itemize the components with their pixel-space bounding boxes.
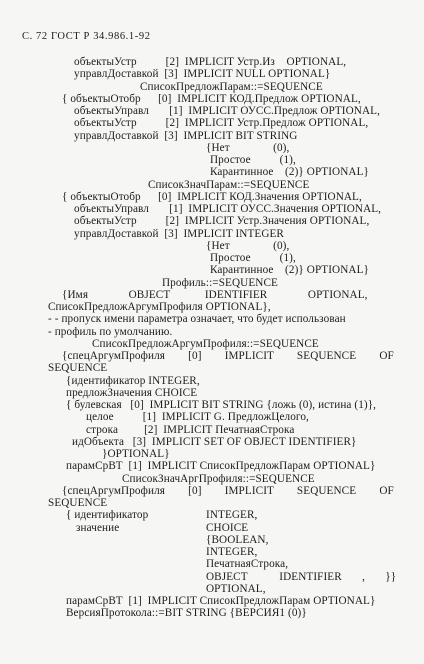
text-line: SEQUENCE — [48, 362, 108, 375]
text-line: СписокПредложПарам::=SEQUENCE — [140, 80, 323, 93]
text-line: строка [2] IMPLICIT ПечатнаяСтрока — [86, 423, 295, 436]
text-line: OPTIONAL, — [206, 582, 266, 595]
text-line: Простое (1), — [210, 252, 296, 264]
text-line: {спецАргумПрофиля [0] IMPLICIT SEQUENCE OF — [62, 484, 394, 497]
text-line: СписокПредложАргумПрофиля OPTIONAL}, — [48, 301, 271, 313]
text-line: }OPTIONAL} — [102, 448, 170, 460]
text-line: { булевская [0] IMPLICIT BIT STRING {ложь (0), истина (1)}, — [66, 399, 377, 411]
text-line: объектыУправл [1] IMPLICIT ОУСС.Предлож OPTIONAL, — [74, 105, 380, 117]
text-line: СписокПредложАргумПрофиля::=SEQUENCE — [92, 337, 319, 350]
text-line: парамСрВТ [1] IMPLICIT СписокПредложПарам OPTIONAL} — [66, 460, 376, 473]
text-line: Карантинное (2)} OPTIONAL} — [210, 166, 369, 179]
text-line: идОбъекта [3] IMPLICIT SET OF OBJECT IDENTIFIER} — [72, 435, 357, 448]
text-line: ПечатнаяСтрока, — [206, 558, 289, 571]
text-line: объектыУстр [2] IMPLICIT Устр.Из OPTIONAL, — [74, 56, 347, 68]
text-line: {Нет (0), — [206, 141, 290, 154]
text-line: управлДоставкой [3] IMPLICIT NULL OPTIONAL} — [74, 68, 331, 81]
text-line: предложЗначения CHOICE — [66, 386, 198, 399]
text-line: {Нет (0), — [206, 239, 290, 252]
text-line: {BOOLEAN, — [206, 533, 269, 546]
text-line: { объектыОтобр [0] IMPLICIT КОД.Значения OPTIONAL, — [62, 190, 362, 203]
text-line: OBJECT IDENTIFIER , }} — [206, 570, 397, 583]
text-line: - профиль по умолчанию. — [48, 325, 173, 338]
text-line: Карантинное (2)} OPTIONAL} — [210, 264, 369, 277]
text-line: INTEGER, — [206, 546, 258, 558]
text-line: {идентификатор INTEGER, — [66, 374, 200, 387]
text-line: объектыУстр [2] IMPLICIT Устр.Значения OPTIONAL, — [74, 215, 370, 228]
text-line: парамСрВТ [1] IMPLICIT СписокПредложПарам OPTIONAL} — [66, 595, 376, 607]
text-line: {спецАргумПрофиля [0] IMPLICIT SEQUENCE OF — [62, 350, 394, 362]
text-line: СписокЗначАргПрофиля::=SEQUENCE — [122, 472, 315, 485]
text-line: значение — [76, 521, 120, 534]
text-line: Профиль::=SEQUENCE — [162, 276, 278, 289]
text-line: целое [1] IMPLICIT G. ПредложЦелого, — [86, 411, 309, 424]
text-line: - - пропуск имени параметра означает, что будет использован — [48, 313, 346, 326]
text-line: CHOICE — [206, 521, 249, 534]
text-line: управлДоставкой [3] IMPLICIT BIT STRING — [74, 129, 298, 142]
text-line: Простое (1), — [210, 154, 296, 166]
page-header: С. 72 ГОСТ Р 34.986.1-92 — [22, 31, 151, 42]
text-line: { идентификатор — [66, 509, 149, 522]
text-line: SEQUENCE — [48, 497, 108, 509]
text-line: ВерсияПротокола::=BIT STRING {ВЕРСИЯ1 (0)} — [66, 607, 307, 620]
text-line: {Имя OBJECT IDENTIFIER OPTIONAL, — [62, 288, 368, 301]
text-line: объектыУстр [2] IMPLICIT Устр.Предлож OPTIONAL, — [74, 117, 369, 130]
text-line: INTEGER, — [206, 509, 258, 522]
text-line: управлДоставкой [3] IMPLICIT INTEGER — [74, 227, 284, 240]
text-line: СписокЗначПарам::=SEQUENCE — [148, 178, 310, 191]
text-line: объектыУправл [1] IMPLICIT ОУСС.Значения OPTIONAL, — [74, 203, 382, 215]
text-line: { объектыОтобр [0] IMPLICIT КОД.Предлож OPTIONAL, — [62, 92, 361, 105]
